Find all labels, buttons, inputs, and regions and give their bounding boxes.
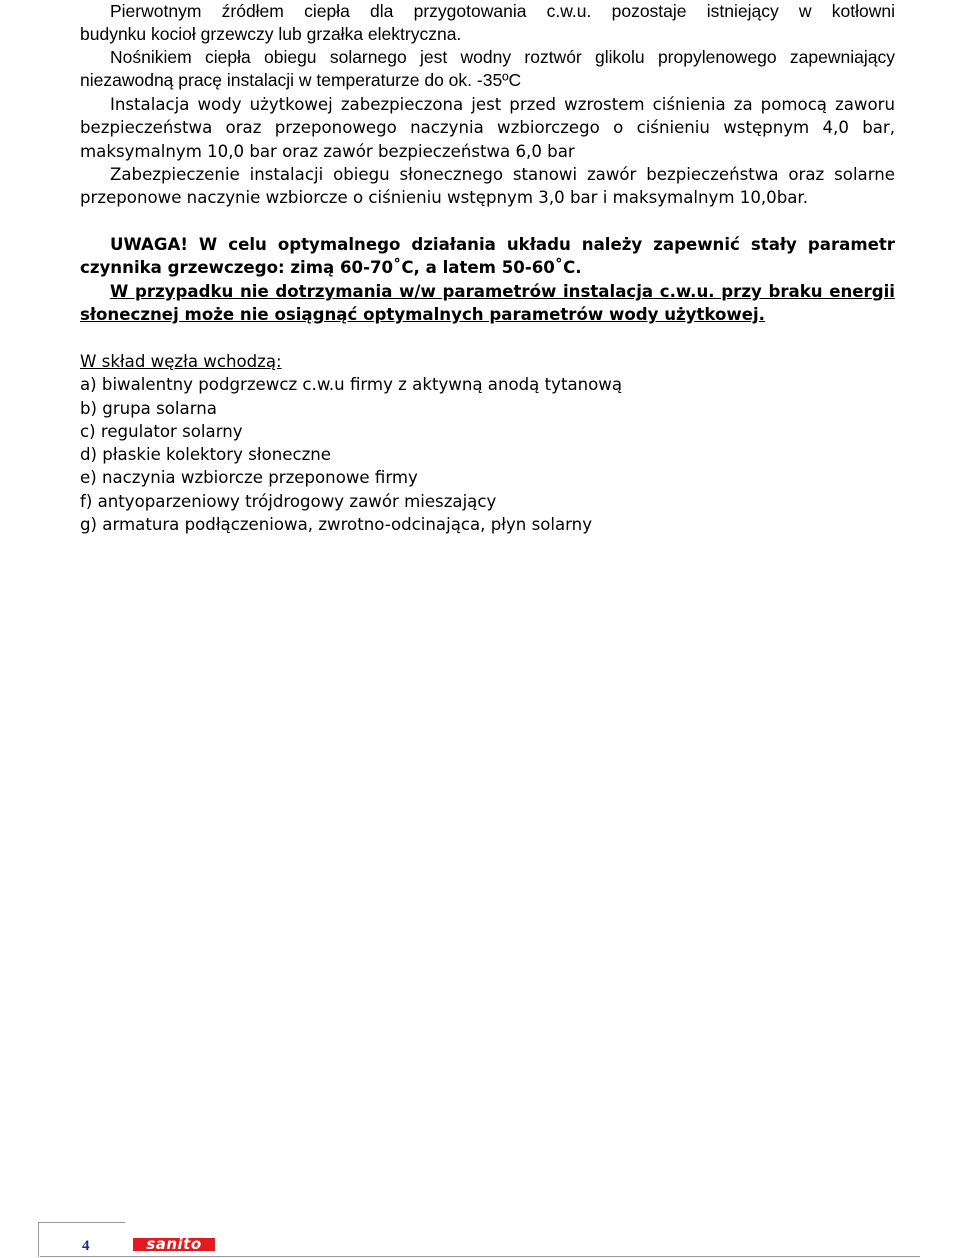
list-item: b) grupa solarna (80, 398, 217, 418)
list-item: g) armatura podłączeniowa, zwrotno-odcinająca, płyn solarny (80, 515, 593, 535)
sanito-logo: sanito (131, 1236, 217, 1253)
list-item: e) naczynia wzbiorcze przeponowe firmy (80, 468, 418, 488)
list-item: c) regulator solarny (80, 421, 243, 441)
warning-section (80, 233, 895, 326)
paragraph-solar-medium: Nośnikiem ciepła obiegu solarnego jest wodny roztwór glikolu propylenowego zapewniający niezawodną pracę instalacji w temperaturze do ok. -35ºC (80, 47, 895, 91)
components-heading: W skład węzła wchodzą: (80, 352, 282, 371)
page-number: 4 (82, 1238, 90, 1254)
components-section (80, 350, 895, 536)
paragraph-heat-source (80, 0, 895, 47)
warning-text: UWAGA! W celu optymalnego działania układu należy zapewnić stały parametr czynnika grzewczego: zimą 60-70˚C, a latem 50-60˚C. (80, 235, 895, 278)
heat-source-line-2: budynku kocioł grzewczy lub grzałka elektryczna. (80, 24, 462, 45)
heat-source-line-1: Pierwotnym źródłem ciepła dla przygotowania c.w.u. pozostaje istniejący w kotłowni (110, 1, 895, 21)
footer-divider (40, 1256, 920, 1257)
paragraph-solar-protection: Zabezpieczenie instalacji obiegu słonecznego stanowi zawór bezpieczeństwa oraz solarne przeponowe naczynie wzbiorcze o ciśnieniu wstępnym 3,0 bar i maksymalnym 10,0bar. (80, 165, 895, 208)
warning-underlined-text: W przypadku nie dotrzymania w/w parametrów instalacja c.w.u. przy braku energii słonecznej może nie osiągnąć optymalnych parametrów wody użytkowej. (80, 281, 895, 324)
list-item: a) biwalentny podgrzewcz c.w.u firmy z aktywną anodą tytanową (80, 375, 623, 395)
list-item: d) płaskie kolektory słoneczne (80, 445, 332, 465)
list-item: f) antyoparzeniowy trójdrogowy zawór mieszający (80, 491, 497, 511)
paragraph-water-protection: Instalacja wody użytkowej zabezpieczona jest przed wzrostem ciśnienia za pomocą zaworu bezpieczeństwa oraz przeponowego naczynia wzbiorczego o ciśnieniu wstępnym 4,0 bar, maksymalnym 10,0 bar oraz zawór bezpieczeństwa 6,0 bar (80, 95, 895, 161)
